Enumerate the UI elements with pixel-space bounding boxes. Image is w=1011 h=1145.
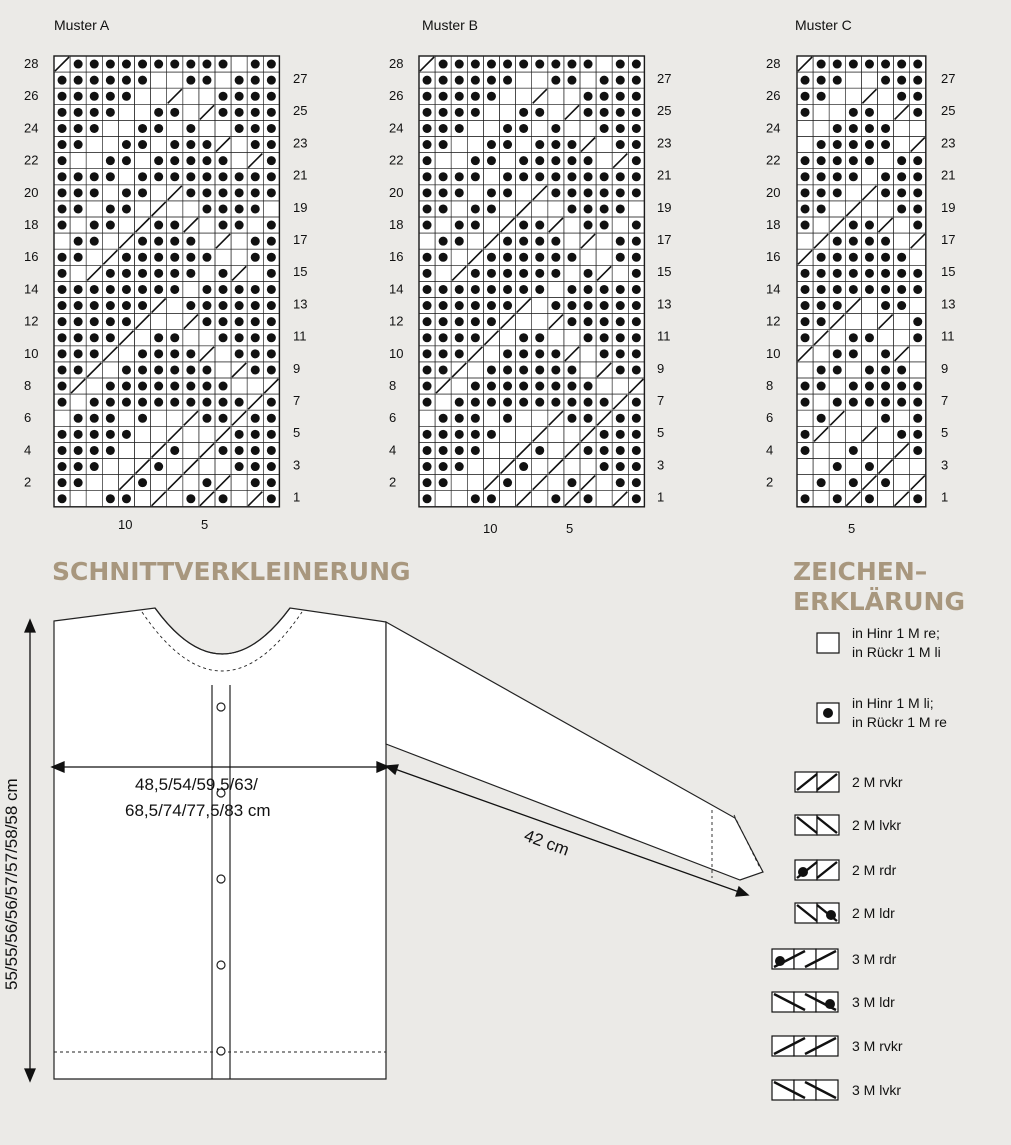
row-label-left: 22 — [24, 152, 39, 168]
chart-b-col-10: 10 — [483, 521, 498, 536]
schnitt-title: SCHNITTVERKLEINERUNG — [52, 557, 411, 586]
row-label-right: 25 — [657, 103, 672, 119]
row-label-left: 16 — [766, 249, 781, 265]
legend-label: in Hinr 1 M re; — [852, 625, 940, 641]
row-label-right: 27 — [293, 71, 308, 86]
row-label-right: 11 — [293, 328, 307, 344]
row-label-left: 28 — [389, 56, 404, 71]
row-label-left: 16 — [24, 249, 39, 265]
row-label-right: 9 — [941, 360, 949, 376]
row-label-right: 15 — [657, 264, 672, 280]
row-label-left: 26 — [389, 88, 404, 104]
row-label-left: 8 — [24, 378, 32, 393]
legend-label: 3 M ldr — [852, 994, 895, 1010]
row-label-right: 17 — [293, 232, 308, 247]
legend-item-2-rvkr — [795, 772, 903, 792]
row-label-right: 9 — [293, 360, 301, 376]
button-3 — [217, 875, 225, 883]
row-label-left: 18 — [389, 217, 404, 232]
chart-c-title: Muster C — [795, 17, 852, 33]
row-label-left: 28 — [24, 56, 39, 71]
legend-item-3-lvkr — [772, 1080, 901, 1100]
row-label-right: 9 — [657, 360, 665, 376]
row-label-left: 18 — [766, 217, 781, 232]
row-label-right: 27 — [657, 71, 672, 86]
width-dimension-label-1: 48,5/54/59,5/63/ — [135, 775, 258, 794]
chart-b-col-5: 5 — [566, 521, 574, 536]
row-label-right: 13 — [941, 296, 956, 312]
legend-label-line2: in Rückr 1 M re — [852, 714, 947, 730]
chart-muster-c — [797, 56, 926, 507]
legend-item-2-lvkr — [795, 815, 901, 835]
row-label-right: 25 — [941, 103, 956, 119]
row-label-right: 7 — [657, 393, 665, 408]
row-label-left: 2 — [766, 474, 774, 490]
chart-a-title: Muster A — [54, 17, 110, 33]
row-label-left: 10 — [389, 345, 404, 361]
row-label-left: 12 — [766, 313, 781, 329]
chart-c-col-5: 5 — [848, 521, 856, 536]
row-label-right: 5 — [941, 425, 949, 441]
row-label-right: 25 — [293, 103, 308, 119]
row-label-left: 4 — [766, 442, 774, 458]
button-1 — [217, 703, 225, 711]
row-label-left: 20 — [24, 184, 39, 200]
chart-muster-b — [419, 56, 644, 507]
button-5 — [217, 1047, 225, 1055]
row-label-left: 14 — [389, 281, 404, 297]
legend-item-3-rvkr — [772, 1036, 903, 1056]
row-label-left: 22 — [389, 152, 404, 168]
sleeve-outline — [386, 622, 763, 880]
row-label-left: 6 — [24, 410, 32, 426]
row-label-left: 6 — [389, 410, 397, 426]
legend-label: 3 M rdr — [852, 951, 897, 967]
legend-item-2-rdr — [795, 860, 897, 880]
chart-muster-a — [54, 56, 279, 507]
row-label-left: 24 — [389, 120, 404, 136]
row-label-left: 20 — [766, 184, 781, 200]
row-label-left: 22 — [766, 152, 781, 168]
row-label-left: 12 — [24, 313, 39, 329]
legend-title-line2: ERKLÄRUNG — [793, 587, 965, 616]
row-label-left: 10 — [24, 345, 39, 361]
legend-label: 2 M ldr — [852, 905, 895, 921]
row-label-left: 4 — [24, 442, 32, 458]
row-label-right: 27 — [941, 71, 956, 86]
legend-label: 3 M lvkr — [852, 1082, 901, 1098]
row-label-right: 21 — [941, 167, 956, 183]
row-label-left: 8 — [389, 378, 397, 393]
legend-item-3-ldr — [772, 992, 895, 1012]
button-4 — [217, 961, 225, 969]
row-label-right: 5 — [293, 425, 301, 441]
row-label-right: 13 — [657, 296, 672, 312]
chart-a-col-10: 10 — [118, 517, 133, 532]
chart-a-col-5: 5 — [201, 517, 209, 532]
legend-item-3-rdr — [772, 949, 897, 969]
row-label-left: 8 — [766, 378, 774, 393]
legend-item-empty — [817, 625, 941, 660]
legend-label: 2 M rdr — [852, 862, 897, 878]
row-label-right: 21 — [293, 167, 308, 183]
row-label-right: 11 — [657, 328, 671, 344]
row-label-right: 23 — [293, 135, 308, 151]
height-dimension-label: 55/55/56/56/57/57/58/58 cm — [2, 778, 21, 990]
width-dimension-label-2: 68,5/74/77,5/83 cm — [125, 801, 271, 820]
row-label-right: 1 — [293, 489, 301, 505]
row-label-right: 3 — [293, 457, 301, 473]
row-label-right: 23 — [941, 135, 956, 151]
legend-title-line1: ZEICHEN– — [793, 557, 928, 586]
row-label-left: 26 — [766, 88, 781, 104]
row-label-right: 7 — [293, 393, 301, 408]
row-label-left: 24 — [766, 120, 781, 136]
row-label-right: 1 — [941, 489, 949, 505]
row-label-left: 16 — [389, 249, 404, 265]
row-label-left: 26 — [24, 88, 39, 104]
legend-label: 3 M rvkr — [852, 1038, 903, 1054]
row-label-left: 18 — [24, 217, 39, 232]
row-label-left: 14 — [24, 281, 39, 297]
garment-outline — [54, 608, 386, 1079]
row-label-right: 3 — [657, 457, 665, 473]
legend-label: 2 M lvkr — [852, 817, 901, 833]
row-label-right: 23 — [657, 135, 672, 151]
legend — [772, 625, 947, 1100]
row-label-right: 5 — [657, 425, 665, 441]
row-label-left: 10 — [766, 345, 781, 361]
legend-label: 2 M rvkr — [852, 774, 903, 790]
garment-schematic — [54, 608, 763, 1079]
row-label-left: 12 — [389, 313, 404, 329]
row-label-right: 13 — [293, 296, 308, 312]
row-label-right: 17 — [657, 232, 672, 247]
row-label-right: 15 — [941, 264, 956, 280]
legend-label: in Hinr 1 M li; — [852, 695, 934, 711]
row-label-right: 7 — [941, 393, 949, 408]
row-label-left: 20 — [389, 184, 404, 200]
row-label-right: 1 — [657, 489, 665, 505]
row-label-left: 24 — [24, 120, 39, 136]
legend-item-dot — [817, 695, 947, 730]
chart-b-title: Muster B — [422, 17, 479, 33]
row-label-right: 3 — [941, 457, 949, 473]
row-label-right: 21 — [657, 167, 672, 183]
row-label-right: 15 — [293, 264, 308, 280]
row-label-right: 19 — [293, 199, 308, 215]
row-label-right: 11 — [941, 328, 955, 344]
legend-label-line2: in Rückr 1 M li — [852, 644, 941, 660]
row-label-right: 19 — [657, 199, 672, 215]
row-label-left: 14 — [766, 281, 781, 297]
sleeve-length-label: 42 cm — [521, 825, 572, 860]
row-label-left: 4 — [389, 442, 397, 458]
legend-item-2-ldr — [795, 903, 895, 923]
row-label-left: 6 — [766, 410, 774, 426]
row-label-left: 2 — [24, 474, 32, 490]
row-label-right: 19 — [941, 199, 956, 215]
row-label-left: 28 — [766, 56, 781, 71]
row-label-right: 17 — [941, 232, 956, 247]
row-label-left: 2 — [389, 474, 397, 490]
